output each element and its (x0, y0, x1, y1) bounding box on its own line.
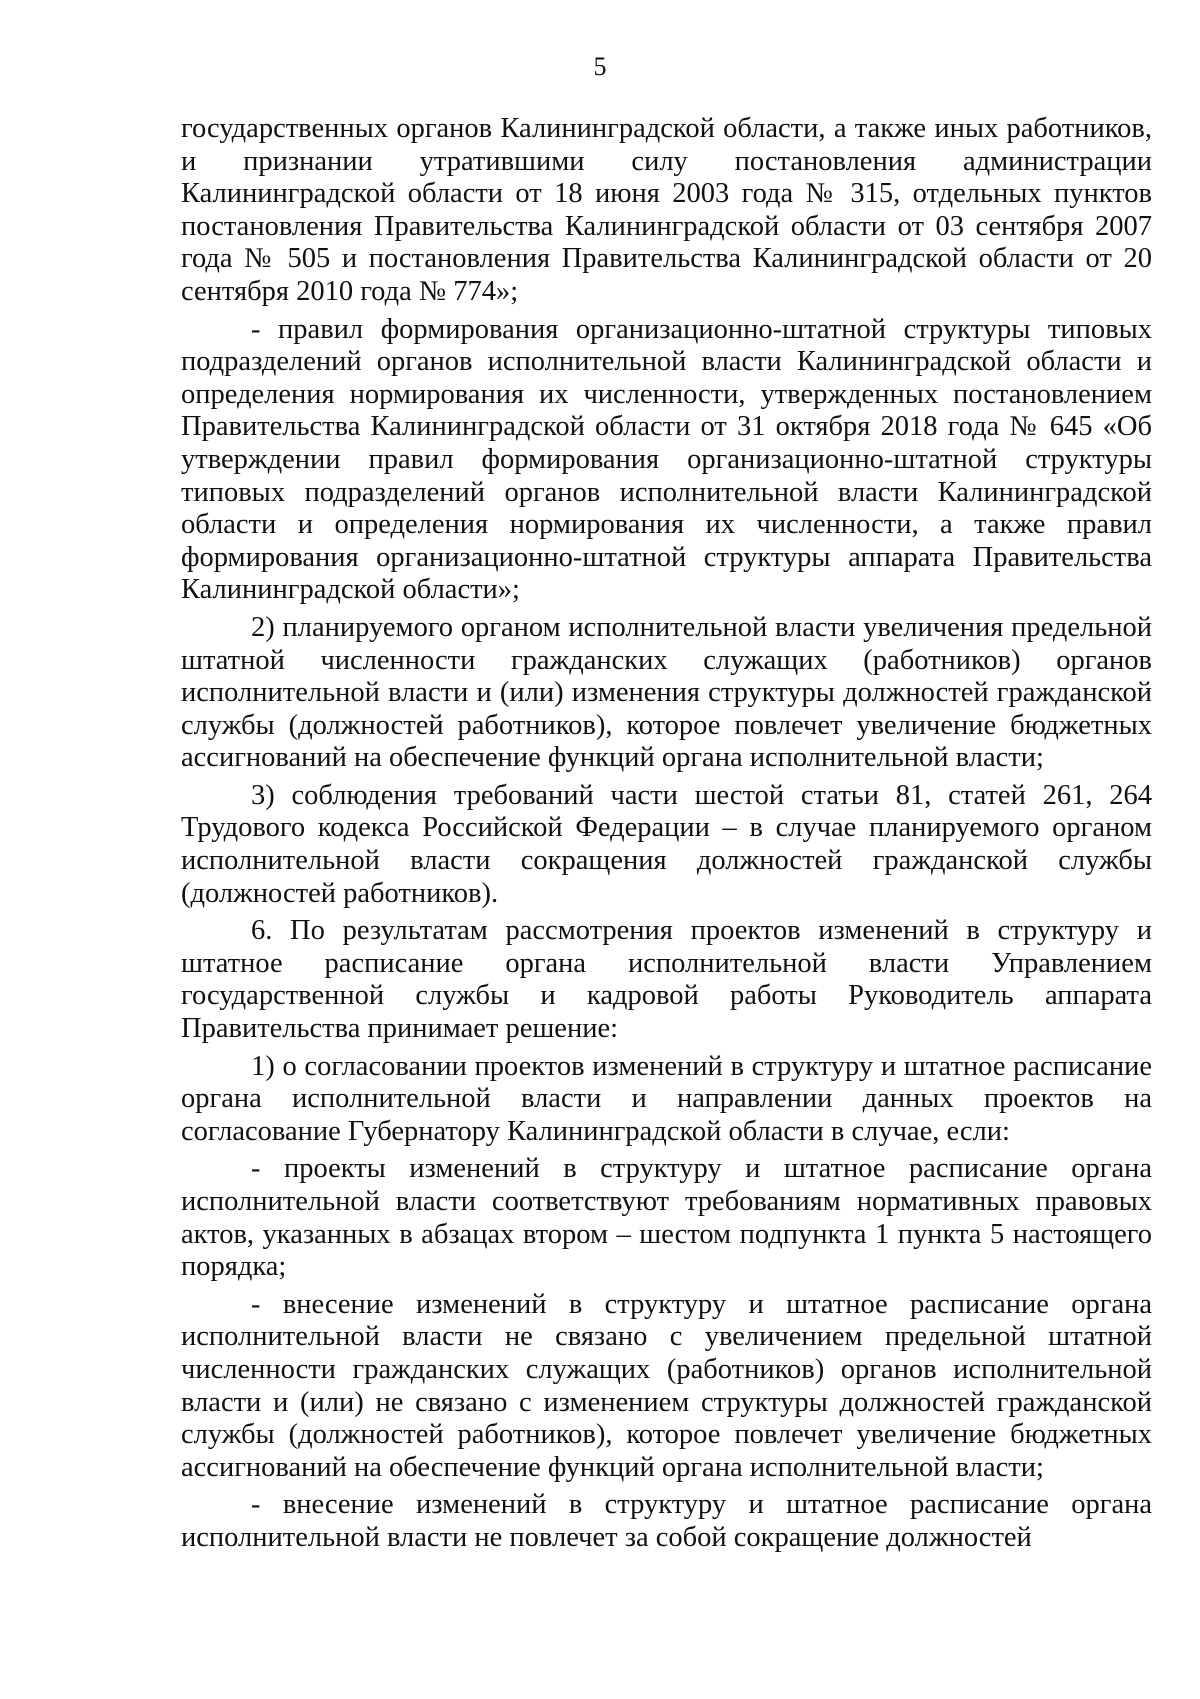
paragraph-continuation: государственных органов Калининградской области, а также иных работников, и признании утратившими силу постановления администрации Калининградской области от 18 июня 2003 года № 315, отдельных пунктов постановления Правительства Калининградской области от 03 сентября 2007 года № 505 и постановления Правительства Калининградской области от 20 сентября 2010 года № 774»; (181, 113, 1152, 307)
paragraph-bullet-compliance: - проекты изменений в структуру и штатное расписание органа исполнительной власти соответствуют требованиям нормативных правовых актов, указанных в абзацах втором – шестом подпункта 1 пункта 5 настоящего порядка; (181, 1153, 1152, 1283)
paragraph-bullet-no-increase: - внесение изменений в структуру и штатное расписание органа исполнительной власти не связано с увеличением предельной штатной численности гражданских служащих (работников) органов исполнительной власти и (или) не связано с изменением структуры должностей гражданской службы (должностей работников), которое повлечет увеличение бюджетных ассигнований на обеспечение функций органа исполнительной власти; (181, 1288, 1152, 1483)
paragraph-bullet-no-reduction: - внесение изменений в структуру и штатное расписание органа исполнительной власти не повлечет за собой сокращение должностей (181, 1489, 1152, 1553)
paragraph-item-3: 3) соблюдения требований части шестой статьи 81, статей 261, 264 Трудового кодекса Российской Федерации – в случае планируемого органом исполнительной власти сокращения должностей гражданской службы (должностей работников). (181, 779, 1152, 909)
paragraph-list-item-rules: - правил формирования организационно-штатной структуры типовых подразделений органов исполнительной власти Калининградской области и определения нормирования их численности, утвержденных постановлением Правительства Калининградской области от 31 октября 2018 года № 645 «Об утверждении правил формирования организационно-штатной структуры типовых подразделений органов исполнительной власти Калининградской области и определения нормирования их численности, а также правил формирования организационно-штатной структуры аппарата Правительства Калининградской области»; (181, 313, 1152, 606)
paragraph-section-6: 6. По результатам рассмотрения проектов изменений в структуру и штатное расписание органа исполнительной власти Управлением государственной службы и кадровой работы Руководитель аппарата Правительства принимает решение: (181, 915, 1152, 1045)
paragraph-item-2: 2) планируемого органом исполнительной власти увеличения предельной штатной численности гражданских служащих (работников) органов исполнительной власти и (или) изменения структуры должностей гражданской службы (должностей работников), которое повлечет увеличение бюджетных ассигнований на обеспечение функций органа исполнительной власти; (181, 611, 1152, 774)
page-number: 5 (593, 52, 607, 81)
paragraph-subitem-1: 1) о согласовании проектов изменений в структуру и штатное расписание органа исполнительной власти и направлении данных проектов на согласование Губернатору Калининградской области в случае, если: (181, 1050, 1152, 1147)
document-body (181, 113, 1152, 1555)
